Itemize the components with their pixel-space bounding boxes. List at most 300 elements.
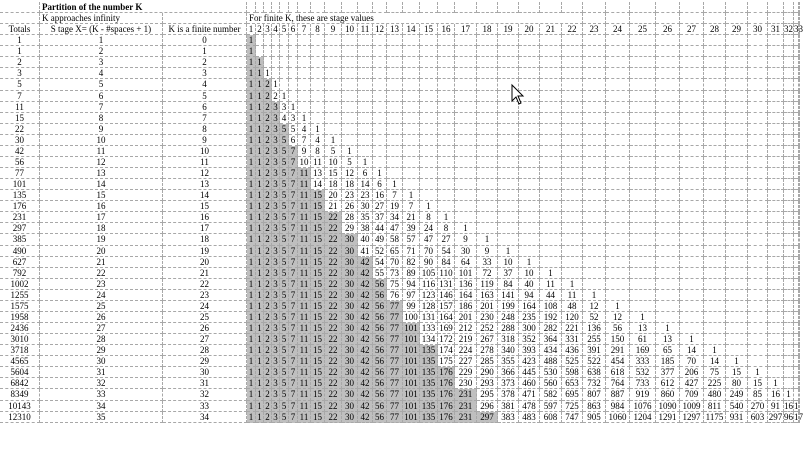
empty-cell[interactable]	[420, 57, 438, 68]
empty-cell[interactable]	[498, 46, 519, 57]
empty-cell[interactable]	[477, 168, 498, 179]
stage-value-cell[interactable]: 84	[438, 257, 455, 268]
stage-value-cell[interactable]: 77	[387, 401, 403, 412]
finite-k-cell[interactable]: 24	[163, 301, 247, 312]
empty-cell[interactable]	[680, 135, 704, 146]
empty-cell[interactable]	[498, 113, 519, 124]
stage-value-cell[interactable]: 1	[247, 212, 256, 223]
stage-value-cell[interactable]: 1	[256, 57, 264, 68]
finite-k-cell[interactable]: 32	[163, 389, 247, 400]
empty-cell[interactable]	[680, 57, 704, 68]
stage-value-cell[interactable]: 101	[403, 401, 420, 412]
empty-cell[interactable]	[799, 290, 800, 301]
stage-value-cell[interactable]: 7	[289, 412, 298, 423]
stage-value-cell[interactable]: 1009	[680, 401, 704, 412]
empty-cell[interactable]	[680, 312, 704, 323]
stage-value-cell[interactable]: 436	[562, 345, 583, 356]
empty-cell[interactable]	[748, 102, 768, 113]
finite-k-cell[interactable]: 6	[163, 102, 247, 113]
stage-x-cell[interactable]: 11	[40, 146, 163, 157]
empty-cell[interactable]	[403, 79, 420, 90]
header-blank[interactable]	[704, 13, 726, 24]
empty-cell[interactable]	[784, 356, 794, 367]
empty-cell[interactable]	[704, 323, 726, 334]
empty-cell[interactable]	[799, 46, 800, 57]
stage-value-cell[interactable]: 733	[630, 378, 656, 389]
stage-value-cell[interactable]: 99	[403, 301, 420, 312]
empty-cell[interactable]	[455, 57, 477, 68]
empty-cell[interactable]	[387, 91, 403, 102]
empty-cell[interactable]	[540, 35, 562, 46]
stage-value-cell[interactable]: 157	[438, 301, 455, 312]
empty-cell[interactable]	[562, 113, 583, 124]
empty-cell[interactable]	[325, 113, 342, 124]
stage-value-cell[interactable]: 1090	[656, 401, 680, 412]
stage-value-cell[interactable]: 255	[583, 334, 606, 345]
empty-cell[interactable]	[498, 68, 519, 79]
stage-value-cell[interactable]	[799, 412, 800, 423]
empty-cell[interactable]	[726, 57, 748, 68]
stage-value-cell[interactable]: 135	[420, 412, 438, 423]
stage-value-cell[interactable]: 71	[403, 246, 420, 257]
stage-value-cell[interactable]: 176	[438, 401, 455, 412]
empty-cell[interactable]	[387, 35, 403, 46]
stage-value-cell[interactable]: 540	[726, 401, 748, 412]
empty-cell[interactable]	[438, 46, 455, 57]
empty-cell[interactable]	[455, 79, 477, 90]
empty-cell[interactable]	[799, 257, 800, 268]
empty-cell[interactable]	[704, 246, 726, 257]
empty-cell[interactable]	[748, 79, 768, 90]
stage-value-cell[interactable]: 15	[311, 212, 325, 223]
stage-value-cell[interactable]: 37	[373, 212, 387, 223]
empty-cell[interactable]	[726, 91, 748, 102]
stage-value-cell[interactable]: 7	[289, 257, 298, 268]
stage-value-cell[interactable]: 5	[280, 389, 289, 400]
stage-value-cell[interactable]: 231	[455, 412, 477, 423]
stage-x-cell[interactable]: 24	[40, 290, 163, 301]
empty-cell[interactable]	[438, 190, 455, 201]
stage-value-cell[interactable]: 49	[373, 234, 387, 245]
empty-cell[interactable]	[748, 91, 768, 102]
stage-value-cell[interactable]: 52	[583, 312, 606, 323]
empty-cell[interactable]	[358, 57, 373, 68]
stage-value-cell[interactable]: 123	[420, 290, 438, 301]
stage-x-cell[interactable]: 1	[40, 35, 163, 46]
stage-value-cell[interactable]: 3	[272, 378, 280, 389]
total-cell[interactable]: 1958	[0, 312, 40, 323]
empty-cell[interactable]	[768, 246, 784, 257]
stage-value-cell[interactable]: 15	[311, 257, 325, 268]
header-blank[interactable]	[748, 13, 768, 24]
empty-cell[interactable]	[298, 57, 311, 68]
total-cell[interactable]: 7	[0, 91, 40, 102]
empty-cell[interactable]	[630, 113, 656, 124]
empty-cell[interactable]	[438, 146, 455, 157]
stage-value-cell[interactable]: 7	[289, 157, 298, 168]
empty-cell[interactable]	[606, 190, 630, 201]
empty-cell[interactable]	[325, 91, 342, 102]
stage-value-cell[interactable]: 72	[477, 268, 498, 279]
empty-cell[interactable]	[630, 246, 656, 257]
empty-cell[interactable]	[726, 279, 748, 290]
stage-value-cell[interactable]: 1	[342, 146, 358, 157]
total-cell[interactable]: 2	[0, 57, 40, 68]
stage-value-cell[interactable]: 11	[298, 301, 311, 312]
stage-value-cell[interactable]: 47	[387, 223, 403, 234]
stage-value-cell[interactable]: 101	[403, 345, 420, 356]
stage-value-cell[interactable]: 206	[680, 367, 704, 378]
total-cell[interactable]: 1255	[0, 290, 40, 301]
empty-cell[interactable]	[704, 223, 726, 234]
finite-k-cell[interactable]: 22	[163, 279, 247, 290]
stage-value-cell[interactable]: 15	[311, 323, 325, 334]
stage-value-cell[interactable]: 2	[264, 412, 272, 423]
empty-cell[interactable]	[519, 68, 540, 79]
empty-cell[interactable]	[656, 124, 680, 135]
stage-value-cell[interactable]: 7	[289, 334, 298, 345]
empty-cell[interactable]	[630, 57, 656, 68]
empty-cell[interactable]	[680, 113, 704, 124]
stage-value-cell[interactable]: 75	[704, 367, 726, 378]
finite-k-cell[interactable]: 1	[163, 46, 247, 57]
stage-value-cell[interactable]: 1060	[606, 412, 630, 423]
stage-value-cell[interactable]: 163	[477, 290, 498, 301]
empty-cell[interactable]	[289, 35, 298, 46]
empty-cell[interactable]	[477, 212, 498, 223]
stage-value-cell[interactable]: 11	[298, 223, 311, 234]
stage-value-cell[interactable]: 131	[438, 279, 455, 290]
stage-value-cell[interactable]: 278	[477, 345, 498, 356]
stage-value-cell[interactable]: 141	[498, 290, 519, 301]
stage-x-cell[interactable]: 28	[40, 334, 163, 345]
stage-value-cell[interactable]: 3	[272, 113, 280, 124]
stage-value-cell[interactable]: 3	[272, 124, 280, 135]
stage-value-cell[interactable]: 146	[438, 290, 455, 301]
stage-value-cell[interactable]: 1	[438, 212, 455, 223]
stage-value-cell[interactable]: 33	[477, 257, 498, 268]
empty-cell[interactable]	[420, 113, 438, 124]
stage-value-cell[interactable]: 2	[272, 91, 280, 102]
stage-value-cell[interactable]: 15	[311, 268, 325, 279]
stage-value-cell[interactable]: 101	[403, 378, 420, 389]
finite-k-cell[interactable]: 34	[163, 412, 247, 423]
empty-cell[interactable]	[768, 367, 784, 378]
stage-value-cell[interactable]: 1	[256, 135, 264, 146]
empty-cell[interactable]	[403, 146, 420, 157]
stage-value-cell[interactable]: 1	[256, 323, 264, 334]
empty-cell[interactable]	[726, 323, 748, 334]
total-cell[interactable]: 15	[0, 113, 40, 124]
empty-cell[interactable]	[768, 301, 784, 312]
stage-value-cell[interactable]: 58	[387, 234, 403, 245]
empty-cell[interactable]	[455, 201, 477, 212]
stage-value-cell[interactable]: 11	[298, 356, 311, 367]
total-cell[interactable]: 3	[0, 68, 40, 79]
empty-cell[interactable]	[387, 113, 403, 124]
stage-value-cell[interactable]: 131	[420, 312, 438, 323]
stage-value-cell[interactable]: 16	[768, 389, 784, 400]
empty-cell[interactable]	[784, 146, 794, 157]
empty-cell[interactable]	[784, 157, 794, 168]
empty-cell[interactable]	[656, 79, 680, 90]
header-spacer[interactable]	[163, 13, 247, 24]
stage-value-cell[interactable]: 270	[748, 401, 768, 412]
empty-cell[interactable]	[748, 323, 768, 334]
stage-value-cell[interactable]: 101	[403, 334, 420, 345]
stage-value-cell[interactable]: 5	[280, 190, 289, 201]
stage-value-cell[interactable]: 2	[264, 401, 272, 412]
empty-cell[interactable]	[583, 146, 606, 157]
stage-value-cell[interactable]: 3	[280, 102, 289, 113]
empty-cell[interactable]	[656, 268, 680, 279]
stage-value-cell[interactable]: 5	[280, 279, 289, 290]
stage-value-cell[interactable]: 192	[540, 312, 562, 323]
empty-cell[interactable]	[768, 356, 784, 367]
stage-value-cell[interactable]: 5	[280, 157, 289, 168]
stage-value-cell[interactable]: 860	[656, 389, 680, 400]
stage-value-cell[interactable]: 11	[298, 290, 311, 301]
stage-value-cell[interactable]: 248	[498, 312, 519, 323]
stage-value-cell[interactable]: 460	[519, 378, 540, 389]
stage-value-cell[interactable]: 10	[325, 157, 342, 168]
stage-x-cell[interactable]: 27	[40, 323, 163, 334]
stage-value-cell[interactable]: 7	[289, 356, 298, 367]
empty-cell[interactable]	[784, 301, 794, 312]
total-cell[interactable]: 4565	[0, 356, 40, 367]
header-blank[interactable]	[656, 13, 680, 24]
empty-cell[interactable]	[583, 124, 606, 135]
stage-value-cell[interactable]: 1	[247, 367, 256, 378]
finite-k-cell[interactable]: 28	[163, 345, 247, 356]
finite-k-cell[interactable]: 13	[163, 179, 247, 190]
empty-cell[interactable]	[704, 179, 726, 190]
empty-cell[interactable]	[799, 179, 800, 190]
header-spacer[interactable]	[0, 2, 40, 13]
empty-cell[interactable]	[387, 157, 403, 168]
stage-value-cell[interactable]: 1	[247, 389, 256, 400]
empty-cell[interactable]	[748, 279, 768, 290]
header-blank[interactable]	[289, 2, 298, 13]
empty-cell[interactable]	[519, 113, 540, 124]
empty-cell[interactable]	[656, 212, 680, 223]
stage-value-cell[interactable]: 887	[606, 389, 630, 400]
stage-value-cell[interactable]: 5	[280, 201, 289, 212]
empty-cell[interactable]	[784, 268, 794, 279]
stage-value-cell[interactable]: 1	[247, 268, 256, 279]
empty-cell[interactable]	[358, 135, 373, 146]
header-blank[interactable]	[606, 13, 630, 24]
stage-value-cell[interactable]: 15	[311, 401, 325, 412]
stage-value-cell[interactable]: 22	[325, 334, 342, 345]
stage-value-cell[interactable]: 14	[358, 179, 373, 190]
empty-cell[interactable]	[583, 257, 606, 268]
empty-cell[interactable]	[704, 46, 726, 57]
stage-value-cell[interactable]: 653	[562, 378, 583, 389]
empty-cell[interactable]	[656, 257, 680, 268]
empty-cell[interactable]	[680, 212, 704, 223]
empty-cell[interactable]	[680, 257, 704, 268]
empty-cell[interactable]	[298, 35, 311, 46]
stage-value-cell[interactable]: 42	[358, 389, 373, 400]
empty-cell[interactable]	[630, 301, 656, 312]
empty-cell[interactable]	[656, 146, 680, 157]
empty-cell[interactable]	[656, 102, 680, 113]
stage-value-cell[interactable]: 1	[726, 356, 748, 367]
empty-cell[interactable]	[420, 135, 438, 146]
empty-cell[interactable]	[680, 301, 704, 312]
stage-value-cell[interactable]: 7	[289, 146, 298, 157]
empty-cell[interactable]	[656, 223, 680, 234]
empty-cell[interactable]	[373, 146, 387, 157]
empty-cell[interactable]	[680, 35, 704, 46]
stage-value-cell[interactable]: 1	[247, 312, 256, 323]
stage-value-cell[interactable]: 709	[680, 389, 704, 400]
empty-cell[interactable]	[704, 35, 726, 46]
empty-cell[interactable]	[768, 146, 784, 157]
stage-value-cell[interactable]: 42	[358, 334, 373, 345]
stage-value-cell[interactable]: 164	[438, 312, 455, 323]
stage-value-cell[interactable]: 2	[264, 389, 272, 400]
empty-cell[interactable]	[438, 168, 455, 179]
stage-value-cell[interactable]: 612	[656, 378, 680, 389]
empty-cell[interactable]	[630, 68, 656, 79]
header-blank[interactable]	[680, 13, 704, 24]
empty-cell[interactable]	[342, 124, 358, 135]
stage-x-cell[interactable]: 26	[40, 312, 163, 323]
header-blank[interactable]	[325, 2, 342, 13]
empty-cell[interactable]	[540, 91, 562, 102]
empty-cell[interactable]	[540, 212, 562, 223]
stage-value-cell[interactable]: 2	[264, 124, 272, 135]
stage-value-cell[interactable]: 5	[280, 124, 289, 135]
empty-cell[interactable]	[630, 79, 656, 90]
stage-value-cell[interactable]: 11	[298, 312, 311, 323]
stage-value-cell[interactable]: 1	[477, 234, 498, 245]
stage-value-cell[interactable]: 5	[280, 312, 289, 323]
stage-value-cell[interactable]: 30	[342, 345, 358, 356]
empty-cell[interactable]	[799, 157, 800, 168]
empty-cell[interactable]	[403, 168, 420, 179]
stage-value-cell[interactable]: 42	[358, 323, 373, 334]
header-blank[interactable]	[680, 2, 704, 13]
stage-value-cell[interactable]: 15	[311, 312, 325, 323]
stage-value-cell[interactable]: 13	[656, 334, 680, 345]
stage-x-cell[interactable]: 29	[40, 345, 163, 356]
empty-cell[interactable]	[498, 168, 519, 179]
stage-value-cell[interactable]: 15	[311, 279, 325, 290]
empty-cell[interactable]	[606, 234, 630, 245]
stage-value-cell[interactable]: 64	[455, 257, 477, 268]
stage-value-cell[interactable]: 5	[280, 257, 289, 268]
empty-cell[interactable]	[498, 57, 519, 68]
empty-cell[interactable]	[342, 102, 358, 113]
stage-value-cell[interactable]: 56	[373, 301, 387, 312]
stage-value-cell[interactable]: 7	[289, 223, 298, 234]
stage-value-cell[interactable]: 164	[519, 301, 540, 312]
stage-value-cell[interactable]: 11	[298, 378, 311, 389]
empty-cell[interactable]	[768, 46, 784, 57]
stage-value-cell[interactable]: 15	[311, 301, 325, 312]
empty-cell[interactable]	[799, 389, 800, 400]
empty-cell[interactable]	[704, 157, 726, 168]
stage-value-cell[interactable]: 18	[325, 179, 342, 190]
header-blank[interactable]	[583, 2, 606, 13]
stage-x-cell[interactable]: 22	[40, 268, 163, 279]
stage-value-cell[interactable]: 2	[264, 79, 272, 90]
header-blank[interactable]	[387, 2, 403, 13]
stage-value-cell[interactable]: 11	[298, 412, 311, 423]
total-cell[interactable]: 1	[0, 46, 40, 57]
empty-cell[interactable]	[438, 179, 455, 190]
stage-value-cell[interactable]: 1	[325, 135, 342, 146]
stage-value-cell[interactable]: 11	[298, 179, 311, 190]
empty-cell[interactable]	[768, 223, 784, 234]
empty-cell[interactable]	[768, 201, 784, 212]
empty-cell[interactable]	[768, 345, 784, 356]
stage-value-cell[interactable]: 267	[477, 334, 498, 345]
stage-value-cell[interactable]: 1	[264, 68, 272, 79]
stage-value-cell[interactable]: 3	[272, 334, 280, 345]
stage-value-cell[interactable]: 1	[298, 113, 311, 124]
empty-cell[interactable]	[455, 35, 477, 46]
stage-value-cell[interactable]: 5	[280, 212, 289, 223]
stage-value-cell[interactable]: 1	[256, 223, 264, 234]
stage-x-cell[interactable]: 35	[40, 412, 163, 423]
stage-value-cell[interactable]: 5	[280, 356, 289, 367]
stage-value-cell[interactable]: 77	[387, 389, 403, 400]
empty-cell[interactable]	[420, 157, 438, 168]
stage-value-cell[interactable]: 1	[247, 46, 256, 57]
stage-value-cell[interactable]: 919	[630, 389, 656, 400]
stage-value-cell[interactable]: 1	[247, 68, 256, 79]
empty-cell[interactable]	[373, 157, 387, 168]
empty-cell[interactable]	[540, 201, 562, 212]
stage-value-cell[interactable]: 97	[403, 290, 420, 301]
empty-cell[interactable]	[606, 35, 630, 46]
empty-cell[interactable]	[342, 135, 358, 146]
stage-x-cell[interactable]: 9	[40, 124, 163, 135]
empty-cell[interactable]	[726, 102, 748, 113]
stage-value-cell[interactable]: 120	[562, 312, 583, 323]
stage-value-cell[interactable]: 5	[280, 268, 289, 279]
stage-value-cell[interactable]: 11	[298, 389, 311, 400]
stage-value-cell[interactable]: 2	[264, 113, 272, 124]
stage-value-cell[interactable]: 101	[455, 268, 477, 279]
stage-value-cell[interactable]: 77	[387, 356, 403, 367]
total-cell[interactable]: 176	[0, 201, 40, 212]
empty-cell[interactable]	[606, 279, 630, 290]
empty-cell[interactable]	[606, 57, 630, 68]
empty-cell[interactable]	[680, 290, 704, 301]
empty-cell[interactable]	[726, 246, 748, 257]
empty-cell[interactable]	[373, 91, 387, 102]
stage-value-cell[interactable]: 30	[342, 290, 358, 301]
empty-cell[interactable]	[726, 190, 748, 201]
finite-k-cell[interactable]: 15	[163, 201, 247, 212]
empty-cell[interactable]	[583, 102, 606, 113]
empty-cell[interactable]	[768, 179, 784, 190]
empty-cell[interactable]	[583, 223, 606, 234]
stage-value-cell[interactable]: 293	[477, 378, 498, 389]
empty-cell[interactable]	[562, 91, 583, 102]
stage-value-cell[interactable]: 1	[630, 312, 656, 323]
stage-value-cell[interactable]: 1	[256, 168, 264, 179]
stage-value-cell[interactable]: 3	[272, 345, 280, 356]
empty-cell[interactable]	[562, 79, 583, 90]
finite-k-cell[interactable]: 19	[163, 246, 247, 257]
stage-value-cell[interactable]: 2	[264, 246, 272, 257]
